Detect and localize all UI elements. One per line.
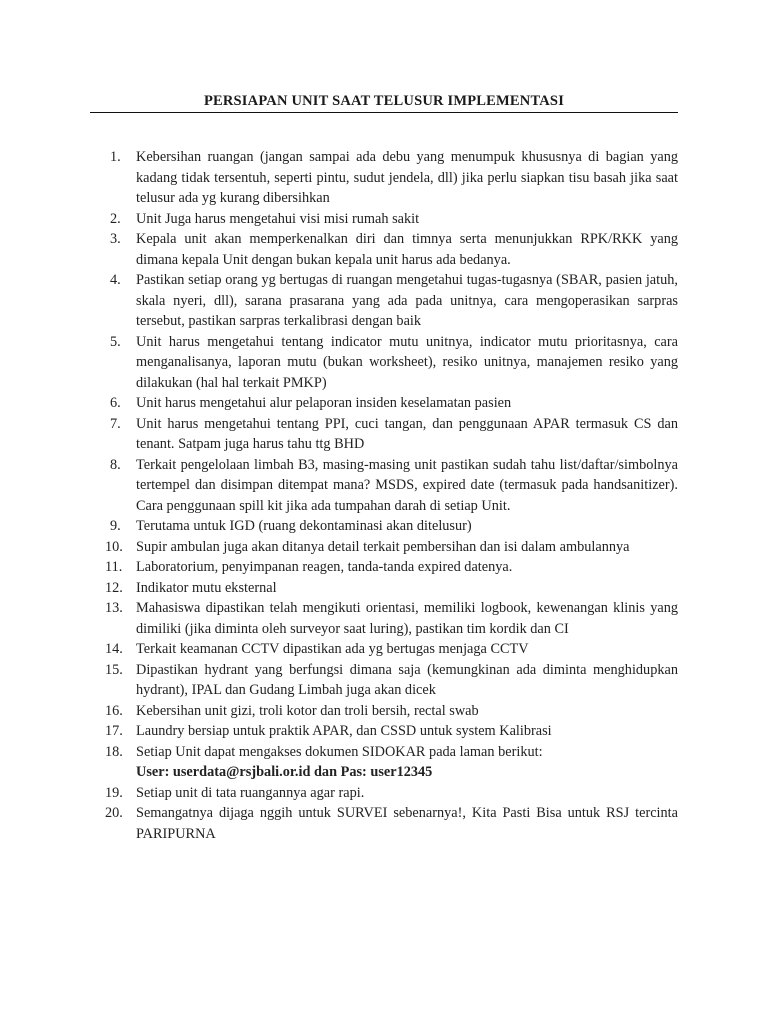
list-item [105, 742, 678, 783]
item-text: Indikator mutu eksternal [136, 579, 277, 596]
list-item [105, 537, 678, 558]
list-item [105, 332, 678, 394]
item-text: Terkait keamanan CCTV dipastikan ada yg bertugas menjaga CCTV [136, 641, 529, 657]
list-item [105, 557, 678, 578]
list-item [105, 803, 678, 844]
item-text: Supir ambulan juga akan ditanya detail terkait pembersihan dan isi dalam ambulannya [136, 538, 630, 555]
item-text: Unit harus mengetahui tentang PPI, cuci tangan, dan penggunaan APAR termasuk CS dan tenant. Satpam juga harus tahu ttg BHD [136, 415, 678, 452]
item-text: Laundry bersiap untuk praktik APAR, dan CSSD untuk system Kalibrasi [136, 723, 552, 739]
list-item [105, 270, 678, 332]
item-text: Kepala unit akan memperkenalkan diri dan timnya serta menunjukkan RPK/RKK yang dimana kepala Unit dengan bukan kepala unit harus ada bedanya. [136, 231, 678, 268]
item-number: 12. [105, 579, 123, 596]
item-number: 2. [110, 210, 121, 227]
list-item [105, 701, 678, 722]
list-item [105, 578, 678, 599]
list-item [105, 660, 678, 701]
list-item [105, 721, 678, 742]
list-item [105, 229, 678, 270]
item-text: Terkait pengelolaan limbah B3, masing-masing unit pastikan sudah tahu list/daftar/simbolnya tertempel dan disimpan ditempat mana? MSDS, expired date (termasuk pada handsanitizer). Cara penggunaan spill kit jika ada tumpahan darah di setiap Unit. [136, 456, 678, 514]
item-number: 6. [110, 395, 121, 411]
item-number: 3. [110, 231, 121, 247]
item-number: 11. [105, 559, 123, 575]
sidokar-credentials: User: userdata@rsjbali.or.id dan Pas: user12345 [136, 764, 433, 780]
item-text: Setiap unit di tata ruangannya agar rapi. [136, 784, 365, 801]
item-text: Unit harus mengetahui alur pelaporan insiden keselamatan pasien [136, 395, 512, 411]
list-item [105, 598, 678, 639]
item-number: 16. [105, 702, 123, 719]
item-number: 9. [110, 518, 121, 534]
item-text: Unit harus mengetahui tentang indicator mutu unitnya, indicator mutu prioritasnya, cara menganalisanya, laporan mutu (bukan worksheet), resiko unitnya, manajemen resiko yang dilakukan (hal hal terkait PMKP) [136, 333, 678, 391]
list-item [105, 783, 678, 804]
item-number: 8. [110, 456, 121, 473]
item-number: 17. [105, 723, 123, 739]
list-item [105, 414, 678, 455]
list-item [105, 455, 678, 517]
item-number: 7. [110, 415, 121, 432]
item-text: Kebersihan unit gizi, troli kotor dan troli bersih, rectal swab [136, 702, 479, 719]
item-text: Mahasiswa dipastikan telah mengikuti orientasi, memiliki logbook, kewenangan klinis yang dimiliki (jika diminta oleh surveyor saat luring), pastikan tim kordik dan CI [136, 600, 678, 637]
title-underline [90, 112, 678, 113]
list-item [105, 516, 678, 537]
item-number: 13. [105, 600, 123, 616]
list-item [105, 147, 678, 209]
item-number: 5. [110, 333, 121, 350]
item-number: 18. [105, 743, 123, 760]
item-text: Dipastikan hydrant yang berfungsi dimana saja (kemungkinan ada diminta menghidupkan hydrant), IPAL dan Gudang Limbah juga akan dicek [136, 661, 678, 698]
item-text: Semangatnya dijaga nggih untuk SURVEI sebenarnya!, Kita Pasti Bisa untuk RSJ tercinta PARIPURNA [136, 805, 678, 842]
item-number: 14. [105, 641, 123, 657]
item-text: Laboratorium, penyimpanan reagen, tanda-tanda expired datenya. [136, 559, 513, 575]
item-text: Terutama untuk IGD (ruang dekontaminasi akan ditelusur) [136, 518, 472, 534]
item-text: Unit Juga harus mengetahui visi misi rumah sakit [136, 210, 420, 227]
item-number: 10. [105, 538, 123, 555]
item-number: 1. [110, 149, 121, 165]
item-number: 15. [105, 661, 123, 678]
document-title: PERSIAPAN UNIT SAAT TELUSUR IMPLEMENTASI [203, 93, 565, 109]
item-number: 20. [105, 805, 123, 821]
item-text: Pastikan setiap orang yg bertugas di ruangan mengetahui tugas-tugasnya (SBAR, pasien jatuh, skala nyeri, dll), sarana prasarana yang ada pada unitnya, cara mengoperasikan sarpras tersebut, pastikan sarpras terkalibrasi dengan baik [136, 272, 678, 329]
item-text: Kebersihan ruangan (jangan sampai ada debu yang menumpuk khususnya di bagian yang kadang tidak tersentuh, seperti pintu, sudut jendela, dll) jika perlu siapkan tisu basah jika saat telusur ada yg kurang dibersihkan [136, 149, 678, 206]
item-number: 19. [105, 784, 123, 801]
list-item [105, 393, 678, 414]
list-item [105, 209, 678, 230]
item-text: Setiap Unit dapat mengakses dokumen SIDOKAR pada laman berikut: [136, 743, 543, 760]
checklist [105, 147, 678, 844]
list-item [105, 639, 678, 660]
item-number: 4. [110, 272, 121, 288]
